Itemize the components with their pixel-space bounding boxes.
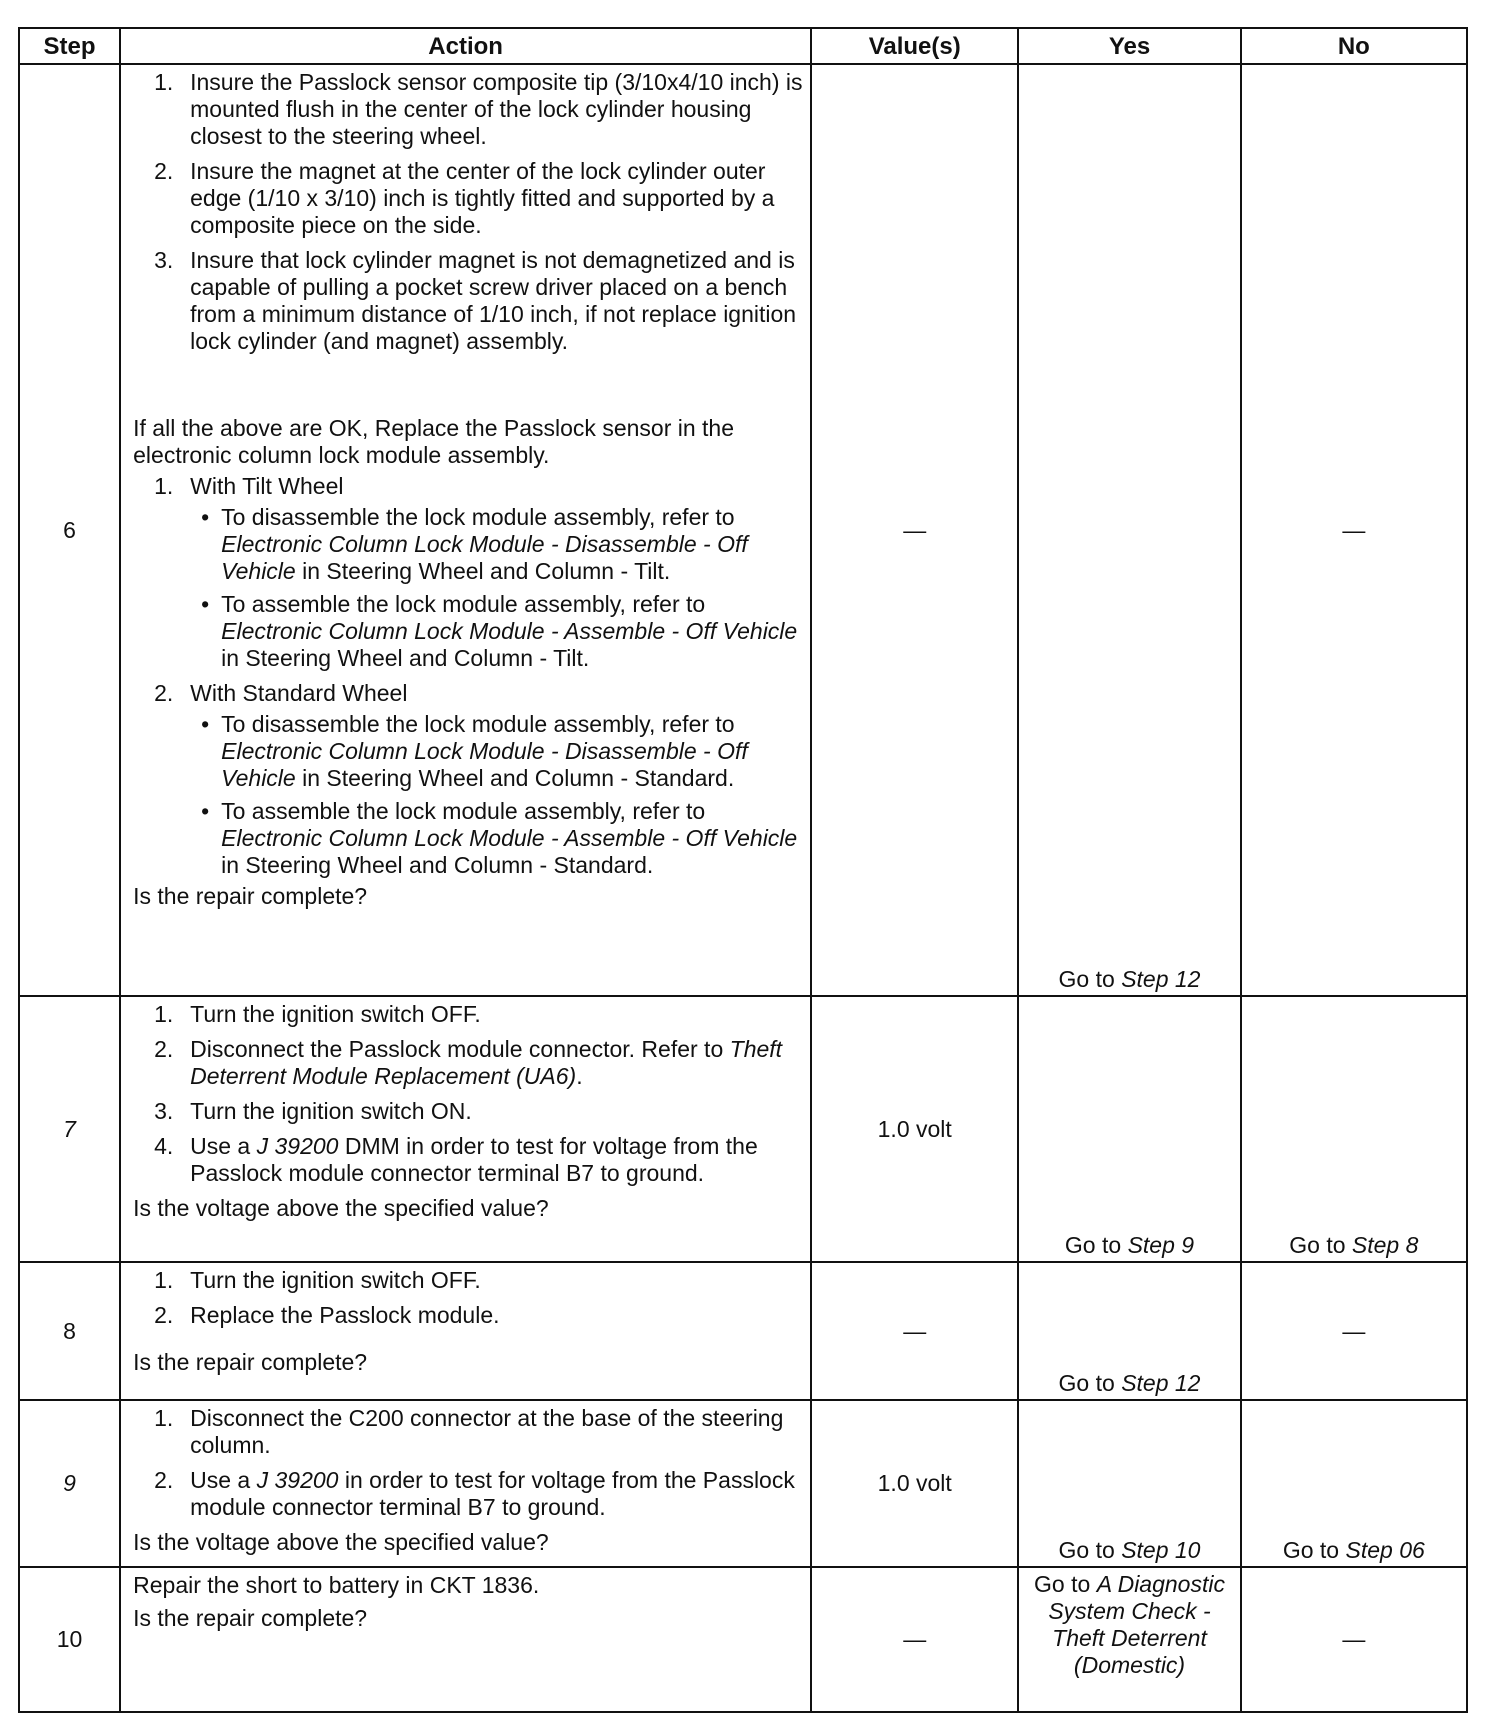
list-item: 3. Turn the ignition switch ON. — [154, 1098, 472, 1124]
step-number: 8 — [19, 1262, 120, 1400]
step-list — [133, 1405, 804, 1521]
reference-link[interactable]: Electronic Column Lock Module - Disassemble - Off Vehicle — [221, 738, 748, 791]
intro-text: If all the above are OK, Replace the Passlock sensor in the electronic column lock module assembly. — [133, 415, 735, 468]
header-no: No — [1241, 28, 1467, 64]
list-item: 2. Use a J 39200 in order to test for voltage from the Passlock module connector terminal B7 to ground. — [154, 1467, 795, 1520]
header-step: Step — [19, 28, 120, 64]
no-cell — [1241, 1400, 1467, 1567]
table-row-step-6 — [19, 64, 1467, 996]
list-item: 1. Turn the ignition switch OFF. — [154, 1001, 481, 1027]
question-text: Is the voltage above the specified value? — [133, 1195, 549, 1221]
list-item: 1. Insure the Passlock sensor composite tip (3/10x4/10 inch) is mounted flush in the center of the lock cylinder housing closest to the steering wheel. — [154, 69, 803, 149]
no-cell: — — [1241, 1567, 1467, 1712]
bullet-item: • To disassemble the lock module assembly, refer to Electronic Column Lock Module - Disassemble - Off Vehicle in Steering Wheel and Column - Standard. — [201, 711, 748, 791]
tool-reference: J 39200 — [256, 1133, 339, 1159]
step-number: 6 — [19, 64, 120, 996]
action-text: Repair the short to battery in CKT 1836. — [133, 1572, 540, 1598]
question-text: Is the repair complete? — [133, 883, 368, 909]
option-label: With Tilt Wheel — [190, 473, 344, 499]
table-row-step-7 — [19, 996, 1467, 1262]
table-row-step-10 — [19, 1567, 1467, 1712]
yes-goto[interactable]: Go to Step 12 — [1058, 1370, 1201, 1396]
list-item: 2. Replace the Passlock module. — [154, 1302, 500, 1328]
header-value: Value(s) — [811, 28, 1018, 64]
no-goto[interactable]: Go to Step 8 — [1289, 1232, 1419, 1258]
header-row — [19, 28, 1467, 64]
bullet-item: • To assemble the lock module assembly, refer to Electronic Column Lock Module - Assemble - Off Vehicle in Steering Wheel and Column - Standard. — [201, 798, 798, 878]
yes-goto[interactable]: Go to Step 9 — [1064, 1232, 1195, 1258]
no-cell — [1241, 996, 1467, 1262]
option-label: With Standard Wheel — [190, 680, 408, 706]
reference-link[interactable]: Theft Deterrent Module Replacement (UA6) — [190, 1036, 783, 1089]
bullet-list — [190, 504, 804, 672]
yes-cell — [1018, 64, 1240, 996]
value-cell: — — [811, 1567, 1018, 1712]
question-text: Is the repair complete? — [133, 1349, 368, 1375]
table-row-step-8 — [19, 1262, 1467, 1400]
list-item-text: Insure that lock cylinder magnet is not demagnetized and is capable of pulling a pocket screw driver placed on a bench from a minimum distance of 1/10 inch, if not replace ignition lock cylinder (and magnet) assembly. — [190, 247, 797, 354]
value-cell: 1.0 volt — [811, 1400, 1018, 1567]
value-cell: — — [811, 1262, 1018, 1400]
step-number: 7 — [19, 996, 120, 1262]
step-list — [133, 1001, 804, 1187]
reference-link[interactable]: Electronic Column Lock Module - Disassemble - Off Vehicle — [221, 531, 748, 584]
reference-link[interactable]: Electronic Column Lock Module - Assemble - Off Vehicle — [221, 618, 798, 644]
list-item: 1. Disconnect the C200 connector at the base of the steering column. — [154, 1405, 784, 1458]
step-number: 10 — [19, 1567, 120, 1712]
header-yes: Yes — [1018, 28, 1240, 64]
step-list — [133, 1267, 804, 1329]
list-item: 1. Turn the ignition switch OFF. — [154, 1267, 481, 1293]
no-cell: — — [1241, 64, 1467, 996]
yes-goto[interactable]: Go to Step 12 — [1058, 966, 1201, 992]
list-item: 2. With Standard Wheel • To disassemble the lock module assembly, refer to Electronic Column Lock Module - Disassemble - Off Vehicle in Steering Wheel and Column - Standard. • To assemble the lock module assembly, refer to Electronic Column Lock Module - Assemble - Off Vehicle in Steering Wheel and Column - Standard. — [133, 680, 804, 879]
list-item: 4. Use a J 39200 DMM in order to test for voltage from the Passlock module connector terminal B7 to ground. — [154, 1133, 758, 1186]
reference-link[interactable]: Electronic Column Lock Module - Assemble - Off Vehicle — [221, 825, 798, 851]
list-item-text: Insure the magnet at the center of the lock cylinder outer edge (1/10 x 3/10) inch is tightly fitted and supported by a composite piece on the side. — [190, 158, 775, 238]
value-cell: 1.0 volt — [811, 996, 1018, 1262]
step-number: 9 — [19, 1400, 120, 1567]
yes-cell — [1018, 1567, 1240, 1712]
check-list — [133, 69, 804, 355]
tool-reference: J 39200 — [256, 1467, 339, 1493]
bullet-item: • To assemble the lock module assembly, refer to Electronic Column Lock Module - Assemble - Off Vehicle in Steering Wheel and Column - Tilt. — [201, 591, 798, 671]
list-item: 3. Insure that lock cylinder magnet is not demagnetized and is capable of pulling a pocket screw driver placed on a bench from a minimum distance of 1/10 inch, if not replace ignition lock cylinder (and magnet) assembly. — [154, 247, 797, 354]
action-cell — [120, 1400, 811, 1567]
question-text: Is the voltage above the specified value? — [133, 1529, 549, 1555]
yes-goto[interactable]: Go to Step 10 — [1058, 1537, 1201, 1563]
no-cell: — — [1241, 1262, 1467, 1400]
list-item: 2. Insure the magnet at the center of the lock cylinder outer edge (1/10 x 3/10) inch is tightly fitted and supported by a composite piece on the side. — [154, 158, 775, 238]
action-cell — [120, 996, 811, 1262]
table-row-step-9 — [19, 1400, 1467, 1567]
yes-goto[interactable]: Go to A Diagnostic System Check - Theft Deterrent (Domestic) — [1034, 1571, 1225, 1678]
action-cell — [120, 1567, 811, 1712]
yes-cell — [1018, 1262, 1240, 1400]
yes-cell — [1018, 1400, 1240, 1567]
list-item: 2. Disconnect the Passlock module connector. Refer to Theft Deterrent Module Replacement (UA6). — [154, 1036, 783, 1089]
action-cell — [120, 64, 811, 996]
diagnostic-table — [18, 27, 1468, 1713]
value-cell: — — [811, 64, 1018, 996]
option-list — [133, 473, 804, 879]
action-cell — [120, 1262, 811, 1400]
no-goto[interactable]: Go to Step 06 — [1282, 1537, 1425, 1563]
header-action: Action — [120, 28, 811, 64]
list-item-text: Insure the Passlock sensor composite tip (3/10x4/10 inch) is mounted flush in the center of the lock cylinder housing closest to the steering wheel. — [190, 69, 803, 149]
yes-cell — [1018, 996, 1240, 1262]
list-item: 1. With Tilt Wheel • To disassemble the lock module assembly, refer to Electronic Column Lock Module - Disassemble - Off Vehicle in Steering Wheel and Column - Tilt. • To assemble the lock module assembly, refer to Electronic Column Lock Module - Assemble - Off Vehicle in Steering Wheel and Column - Tilt. — [133, 473, 804, 672]
question-text: Is the repair complete? — [133, 1605, 368, 1631]
bullet-list — [190, 711, 804, 879]
bullet-item: • To disassemble the lock module assembly, refer to Electronic Column Lock Module - Disassemble - Off Vehicle in Steering Wheel and Column - Tilt. — [201, 504, 748, 584]
